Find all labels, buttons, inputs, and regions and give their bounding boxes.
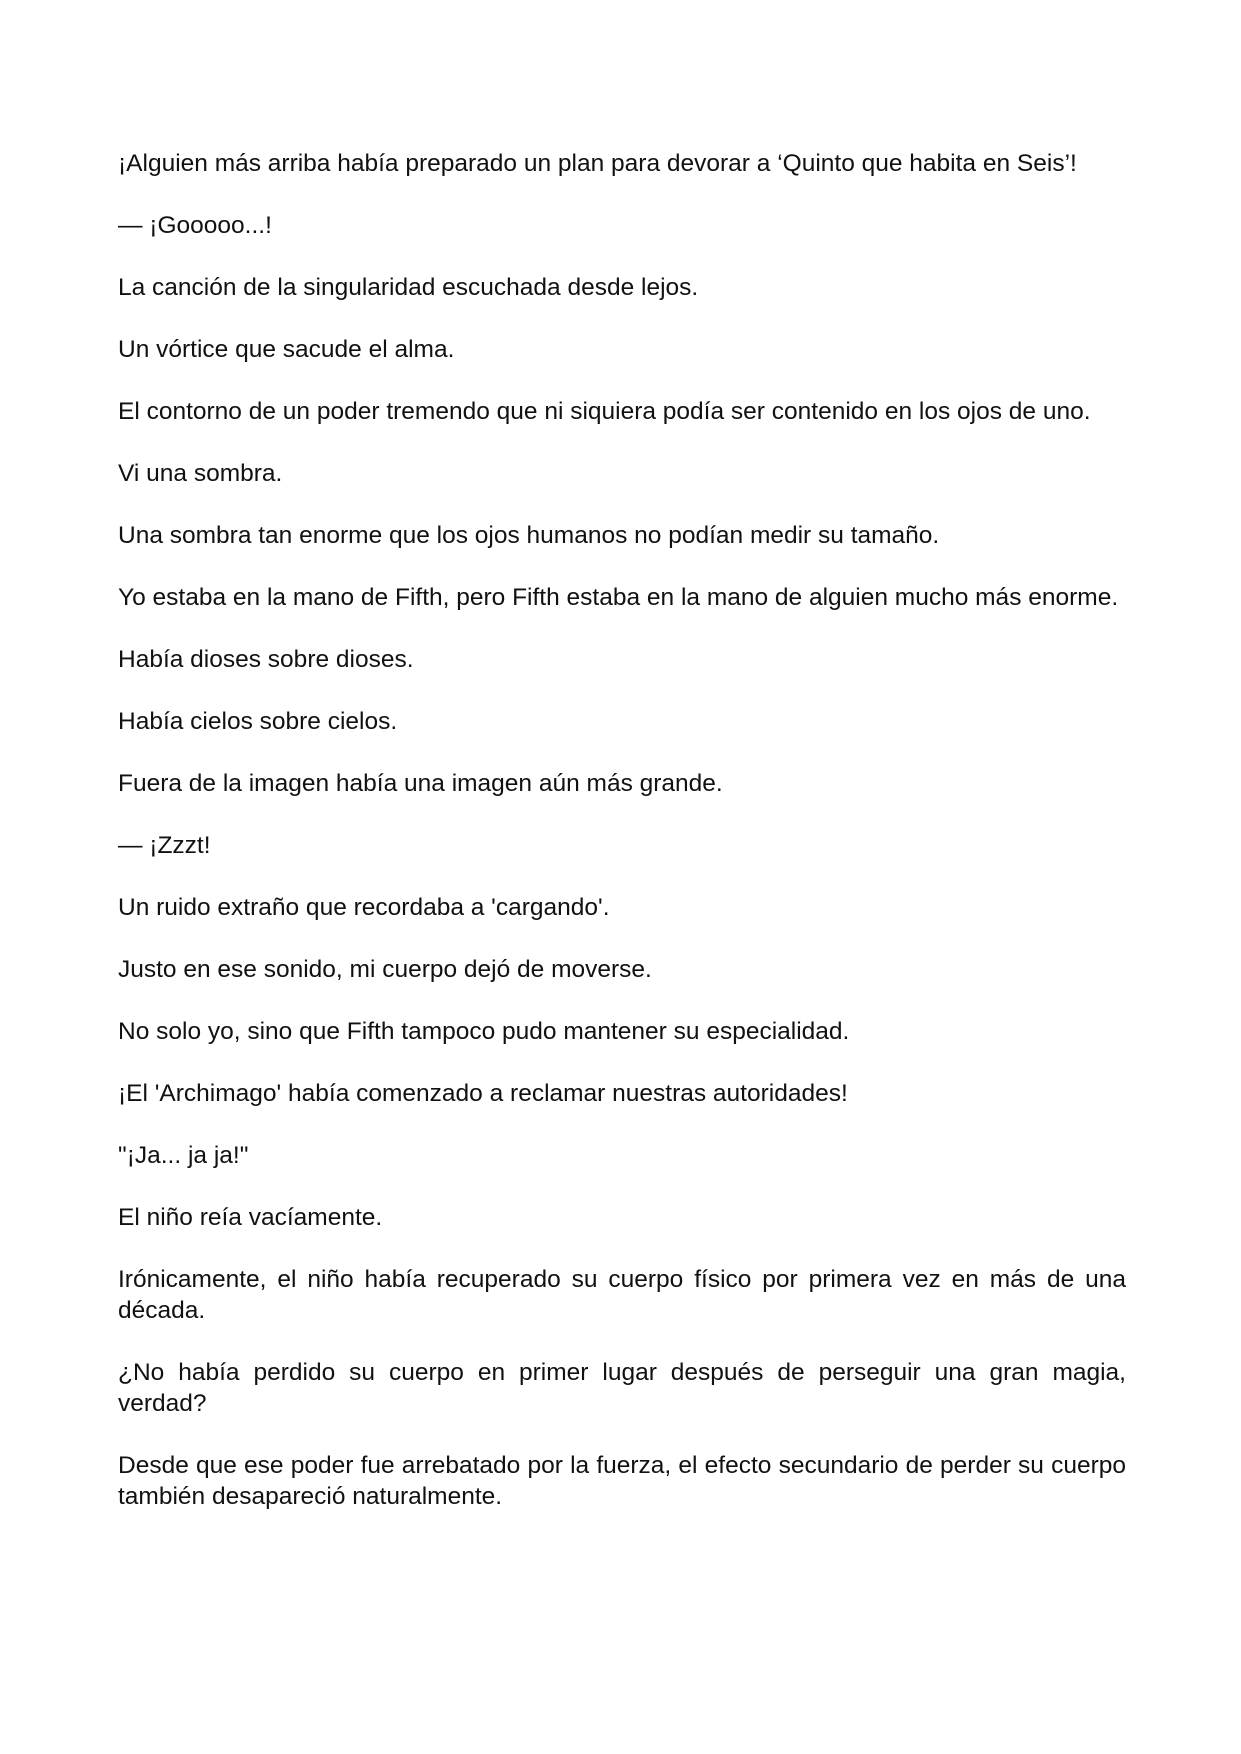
paragraph: "¡Ja... ja ja!"	[118, 1142, 249, 1169]
paragraph: El contorno de un poder tremendo que ni siquiera podía ser contenido en los ojos de uno.	[118, 398, 1091, 425]
paragraph: — ¡Gooooo...!	[118, 212, 272, 239]
paragraph: ¡El 'Archimago' había comenzado a reclamar nuestras autoridades!	[118, 1080, 848, 1107]
paragraph: No solo yo, sino que Fifth tampoco pudo mantener su especialidad.	[118, 1018, 850, 1045]
paragraph: Yo estaba en la mano de Fifth, pero Fifth estaba en la mano de alguien mucho más enorme.	[118, 584, 1119, 611]
paragraph: El niño reía vacíamente.	[118, 1204, 383, 1231]
paragraph: Fuera de la imagen había una imagen aún más grande.	[118, 770, 723, 797]
paragraph: Una sombra tan enorme que los ojos humanos no podían medir su tamaño.	[118, 522, 940, 549]
document-page	[118, 148, 1126, 1543]
paragraph: Un ruido extraño que recordaba a 'cargando'.	[118, 894, 610, 921]
paragraph: ¿No había perdido su cuerpo en primer lugar después de perseguir una gran magia, verdad?	[118, 1359, 1126, 1417]
paragraph: Un vórtice que sacude el alma.	[118, 336, 455, 363]
paragraph: Desde que ese poder fue arrebatado por la fuerza, el efecto secundario de perder su cuerpo también desapareció naturalmente.	[118, 1452, 1126, 1510]
paragraph: Justo en ese sonido, mi cuerpo dejó de moverse.	[118, 956, 652, 983]
paragraph: — ¡Zzzt!	[118, 832, 211, 859]
paragraph: Vi una sombra.	[118, 460, 283, 487]
paragraph: Había cielos sobre cielos.	[118, 708, 398, 735]
paragraph: Irónicamente, el niño había recuperado su cuerpo físico por primera vez en más de una década.	[118, 1266, 1126, 1324]
paragraph: Había dioses sobre dioses.	[118, 646, 414, 673]
paragraph: La canción de la singularidad escuchada desde lejos.	[118, 274, 699, 301]
paragraph: ¡Alguien más arriba había preparado un plan para devorar a ‘Quinto que habita en Seis’!	[118, 150, 1077, 177]
